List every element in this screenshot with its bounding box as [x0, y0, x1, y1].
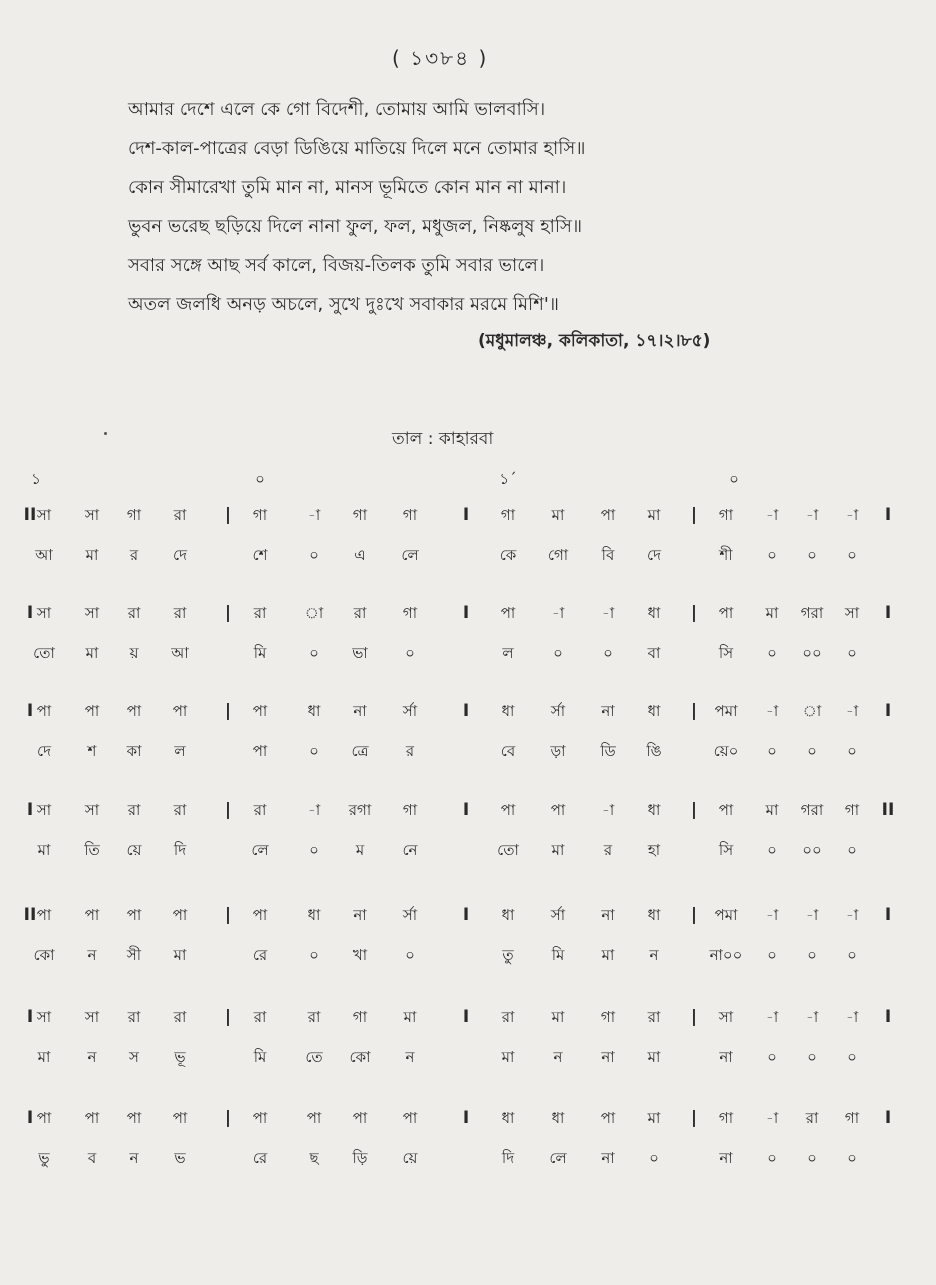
lyric-syllable: কা	[126, 742, 142, 760]
lyric-syllable: ০	[309, 946, 319, 964]
lyric-syllable: ০	[847, 742, 857, 760]
lyric-syllable: আ	[171, 644, 189, 662]
note: ধা	[647, 604, 661, 622]
note: রা	[253, 1008, 267, 1026]
bar-line: I	[26, 603, 34, 623]
note: সা	[36, 801, 52, 819]
bar-line: |	[690, 1108, 698, 1128]
lyric-syllable: রে	[252, 946, 268, 964]
bar-line: |	[224, 505, 232, 525]
bar-line: I	[462, 603, 470, 623]
note: -া	[805, 906, 819, 924]
note: রা	[173, 801, 187, 819]
note: রা	[127, 1008, 141, 1026]
lyric-syllable: মা	[173, 946, 187, 964]
beat-mark: ১´	[499, 470, 517, 488]
lyric-syllable: ০	[405, 644, 415, 662]
lyric-syllable: বা	[647, 644, 661, 662]
note: পা	[36, 702, 52, 720]
note: রা	[253, 801, 267, 819]
note: পা	[252, 906, 268, 924]
lyric-syllable: তে	[305, 1048, 323, 1066]
note: গা	[126, 506, 142, 524]
lyric-syllable: দি	[173, 841, 187, 859]
bar-line: |	[224, 1108, 232, 1128]
lyric-syllable: মা	[85, 546, 99, 564]
note: পা	[172, 702, 188, 720]
lyric-syllable: হা	[647, 841, 661, 859]
note: -া	[765, 702, 779, 720]
bar-line: I	[462, 905, 470, 925]
lyric-syllable: র	[603, 841, 613, 859]
lyric-syllable: ০	[309, 841, 319, 859]
note: গা	[718, 506, 734, 524]
lyric-syllable: য়ে	[402, 1149, 418, 1167]
lyric-syllable: ০	[767, 1048, 777, 1066]
bar-line: I	[462, 701, 470, 721]
bar-line: I	[884, 1108, 892, 1128]
lyric-syllable: গো	[547, 546, 569, 564]
lyric-syllable: য়ে০	[713, 742, 739, 760]
note: ধা	[307, 702, 321, 720]
lyric-syllable: ০	[847, 1149, 857, 1167]
note: -া	[765, 506, 779, 524]
poem-line: আমার দেশে এলে কে গো বিদেশী, তোমায় আমি ভালবাসি।	[128, 99, 546, 120]
note: সা	[84, 1008, 100, 1026]
note: সা	[844, 604, 860, 622]
note: গা	[844, 1109, 860, 1127]
note: পা	[600, 1109, 616, 1127]
note: পমা	[714, 702, 738, 720]
lyric-syllable: ০	[767, 546, 777, 564]
bar-line: |	[690, 603, 698, 623]
note: র্সা	[550, 702, 566, 720]
bar-line: I	[884, 905, 892, 925]
beat-mark: ১	[31, 470, 41, 488]
lyric-syllable: বে	[500, 742, 516, 760]
lyric-syllable: ড়া	[550, 742, 566, 760]
note: সা	[84, 604, 100, 622]
note: পা	[718, 604, 734, 622]
lyric-syllable: না	[601, 1048, 615, 1066]
lyric-syllable: ০	[767, 946, 777, 964]
bar-line: I	[26, 1108, 34, 1128]
note: -া	[307, 506, 321, 524]
note: রা	[501, 1008, 515, 1026]
lyric-syllable: কো	[349, 1048, 371, 1066]
lyric-syllable: শ	[87, 742, 97, 760]
lyric-syllable: ন	[649, 946, 659, 964]
lyric-syllable: শে	[252, 546, 268, 564]
note: ধা	[551, 1109, 565, 1127]
taal-heading: তাল : কাহারবা	[392, 429, 494, 449]
note: -া	[765, 1109, 779, 1127]
bar-line: I	[26, 701, 34, 721]
note: না	[353, 702, 367, 720]
note: পা	[550, 801, 566, 819]
note: পা	[252, 702, 268, 720]
poem-line: অতল জলধি অনড় অচলে, সুখে দুঃখে সবাকার মরমে মিশি'॥	[128, 294, 559, 315]
note: র্সা	[550, 906, 566, 924]
beat-mark: ০	[729, 470, 739, 488]
bar-line: |	[224, 1007, 232, 1027]
lyric-syllable: ০	[807, 742, 817, 760]
lyric-syllable: মা	[37, 841, 51, 859]
bar-line: I	[462, 505, 470, 525]
note: র্সা	[402, 906, 418, 924]
lyric-syllable: ড়ি	[352, 1149, 368, 1167]
lyric-syllable: ০	[847, 946, 857, 964]
note: না	[601, 702, 615, 720]
lyric-syllable: মি	[551, 946, 565, 964]
lyric-syllable: ল	[174, 742, 186, 760]
note: পা	[126, 906, 142, 924]
lyric-syllable: আ	[35, 546, 53, 564]
lyric-syllable: ০	[309, 644, 319, 662]
lyric-syllable: না	[601, 1149, 615, 1167]
note: -া	[845, 506, 859, 524]
lyric-syllable: তি	[84, 841, 100, 859]
poem	[128, 90, 828, 324]
lyric-syllable: ০	[847, 546, 857, 564]
note: গা	[352, 1008, 368, 1026]
lyric-syllable: কে	[499, 546, 517, 564]
lyric-syllable: নে	[402, 841, 418, 859]
bar-line: |	[690, 701, 698, 721]
note: -া	[845, 906, 859, 924]
lyric-syllable: ০০	[802, 841, 822, 859]
lyric-syllable: না	[719, 1149, 733, 1167]
lyric-syllable: খা	[352, 946, 368, 964]
note: না	[601, 906, 615, 924]
poem-line: সবার সঙ্গে আছ সর্ব কালে, বিজয়-তিলক তুমি সবার ভালে।	[128, 255, 545, 276]
lyric-syllable: ০	[807, 1048, 817, 1066]
note: রা	[253, 604, 267, 622]
note: পা	[84, 1109, 100, 1127]
note: মা	[403, 1008, 417, 1026]
note: -া	[601, 604, 615, 622]
lyric-syllable: ল	[502, 644, 514, 662]
note: -া	[307, 801, 321, 819]
note: ধা	[307, 906, 321, 924]
lyric-syllable: ০০	[802, 644, 822, 662]
lyric-syllable: স	[129, 1048, 139, 1066]
lyric-syllable: তো	[497, 841, 519, 859]
bar-line: I	[884, 505, 892, 525]
note: পা	[252, 1109, 268, 1127]
note: -া	[551, 604, 565, 622]
note: সা	[718, 1008, 734, 1026]
note: মা	[647, 506, 661, 524]
lyric-syllable: দি	[501, 1149, 515, 1167]
lyric-syllable: ০	[847, 841, 857, 859]
bar-line: I	[462, 800, 470, 820]
note: া	[304, 604, 324, 622]
bar-line: |	[224, 905, 232, 925]
lyric-syllable: এ	[354, 546, 366, 564]
note: গা	[718, 1109, 734, 1127]
lyric-syllable: ০	[405, 946, 415, 964]
lyric-syllable: বি	[601, 546, 615, 564]
lyric-syllable: মা	[501, 1048, 515, 1066]
bar-line: |	[224, 800, 232, 820]
lyric-syllable: ন	[553, 1048, 563, 1066]
lyric-syllable: ০	[649, 1149, 659, 1167]
note: রা	[805, 1109, 819, 1127]
lyric-syllable: ব	[87, 1149, 97, 1167]
note: গা	[500, 506, 516, 524]
note: গা	[600, 1008, 616, 1026]
note: গা	[252, 506, 268, 524]
lyric-syllable: ০	[309, 742, 319, 760]
bar-line: |	[690, 905, 698, 925]
note: রা	[353, 604, 367, 622]
note: পা	[600, 506, 616, 524]
note: সা	[36, 506, 52, 524]
poem-credit: (মধুমালঞ্চ, কলিকাতা, ১৭।২।৮৫)	[478, 331, 711, 351]
lyric-syllable: ভা	[352, 644, 368, 662]
lyric-syllable: কো	[33, 946, 55, 964]
note: র্সা	[402, 702, 418, 720]
lyric-syllable: ত্রে	[351, 742, 369, 760]
lyric-syllable: দে	[173, 546, 187, 564]
lyric-syllable: মা	[37, 1048, 51, 1066]
bar-line: |	[690, 800, 698, 820]
lyric-syllable: ছ	[309, 1149, 319, 1167]
lyric-syllable: না	[719, 1048, 733, 1066]
note: পা	[500, 604, 516, 622]
note: মা	[551, 506, 565, 524]
bar-line: II	[23, 905, 37, 925]
note: গা	[402, 604, 418, 622]
note: পা	[500, 801, 516, 819]
note: পা	[36, 1109, 52, 1127]
bar-line: I	[884, 1007, 892, 1027]
note: মা	[647, 1109, 661, 1127]
note: পা	[84, 906, 100, 924]
note: রা	[307, 1008, 321, 1026]
note: রা	[647, 1008, 661, 1026]
note: া	[802, 702, 822, 720]
lyric-syllable: য়ে	[126, 841, 142, 859]
bar-line: II	[23, 505, 37, 525]
lyric-syllable: ০	[309, 546, 319, 564]
lyric-syllable: ০	[847, 1048, 857, 1066]
bar-line: I	[26, 800, 34, 820]
note: ধা	[647, 801, 661, 819]
lyric-syllable: ০	[767, 1149, 777, 1167]
lyric-syllable: মা	[85, 644, 99, 662]
bar-line: I	[884, 603, 892, 623]
lyric-syllable: ন	[87, 1048, 97, 1066]
note: -া	[765, 906, 779, 924]
lyric-syllable: ন	[405, 1048, 415, 1066]
lyric-syllable: ০	[807, 946, 817, 964]
note: ধা	[647, 906, 661, 924]
lyric-syllable: তো	[33, 644, 55, 662]
note: -া	[805, 1008, 819, 1026]
note: মা	[551, 1008, 565, 1026]
note: পা	[172, 906, 188, 924]
note: -া	[601, 801, 615, 819]
note: ধা	[501, 702, 515, 720]
note: সা	[36, 1008, 52, 1026]
note: পা	[126, 1109, 142, 1127]
lyric-syllable: শী	[719, 546, 733, 564]
note: সা	[36, 604, 52, 622]
lyric-syllable: ০	[807, 1149, 817, 1167]
note: না	[353, 906, 367, 924]
bar-line: |	[224, 603, 232, 623]
note: গা	[402, 506, 418, 524]
note: মা	[765, 801, 779, 819]
lyric-syllable: সী	[126, 946, 142, 964]
note: গা	[402, 801, 418, 819]
lyric-syllable: মা	[551, 841, 565, 859]
bar-line: |	[690, 1007, 698, 1027]
note: পা	[84, 702, 100, 720]
note: পা	[126, 702, 142, 720]
lyric-syllable: না০০	[709, 946, 743, 964]
note: সা	[84, 801, 100, 819]
lyric-syllable: মা	[647, 1048, 661, 1066]
lyric-syllable: য়	[129, 644, 139, 662]
note: গা	[352, 506, 368, 524]
note: -া	[765, 1008, 779, 1026]
lyric-syllable: তু	[502, 946, 514, 964]
note: মা	[765, 604, 779, 622]
note: গা	[844, 801, 860, 819]
lyric-syllable: পা	[252, 742, 268, 760]
note: -া	[805, 506, 819, 524]
bar-line: |	[224, 701, 232, 721]
lyric-syllable: ০	[807, 546, 817, 564]
lyric-syllable: ন	[87, 946, 97, 964]
poem-line: দেশ-কাল-পাত্রের বেড়া ডিঙিয়ে মাতিয়ে দিলে মনে তোমার হাসি॥	[128, 138, 586, 159]
lyric-syllable: লে	[401, 546, 419, 564]
lyric-syllable: ম	[355, 841, 365, 859]
bar-line: I	[462, 1007, 470, 1027]
lyric-syllable: ডি	[600, 742, 616, 760]
bar-line: |	[690, 505, 698, 525]
lyric-syllable: মি	[253, 644, 267, 662]
note: পা	[36, 906, 52, 924]
note: -া	[845, 1008, 859, 1026]
poem-line: কোন সীমারেখা তুমি মান না, মানস ভূমিতে কোন মান না মানা।	[128, 177, 567, 198]
lyric-syllable: র	[129, 546, 139, 564]
lyric-syllable: ভু	[38, 1149, 50, 1167]
note: রা	[127, 801, 141, 819]
lyric-syllable: লে	[549, 1149, 567, 1167]
lyric-syllable: মা	[601, 946, 615, 964]
lyric-syllable: দে	[37, 742, 51, 760]
lyric-syllable: ০	[847, 644, 857, 662]
poem-line: ভুবন ভরেছ ছড়িয়ে দিলে নানা ফুল, ফল, মধুজল, নিষ্কলুষ হাসি॥	[128, 216, 583, 237]
note: ধা	[647, 702, 661, 720]
lyric-syllable: সি	[718, 644, 734, 662]
lyric-syllable: ০	[767, 742, 777, 760]
lyric-syllable: লে	[251, 841, 269, 859]
note: পা	[352, 1109, 368, 1127]
note: পা	[172, 1109, 188, 1127]
lyric-syllable: মি	[253, 1048, 267, 1066]
note: ধা	[501, 1109, 515, 1127]
ink-dot	[104, 432, 107, 435]
note: রা	[173, 604, 187, 622]
lyric-syllable: ভূ	[174, 1048, 186, 1066]
note: ধা	[501, 906, 515, 924]
note: পমা	[714, 906, 738, 924]
bar-line: I	[884, 701, 892, 721]
beat-mark: ০	[255, 470, 265, 488]
lyric-syllable: রে	[252, 1149, 268, 1167]
lyric-syllable: ০	[553, 644, 563, 662]
bar-line: I	[462, 1108, 470, 1128]
note: গরা	[800, 801, 824, 819]
note: পা	[306, 1109, 322, 1127]
note: রা	[173, 506, 187, 524]
note: রগা	[348, 801, 372, 819]
lyric-syllable: ঙি	[646, 742, 662, 760]
note: গরা	[800, 604, 824, 622]
lyric-syllable: ন	[129, 1149, 139, 1167]
lyric-syllable: দে	[647, 546, 661, 564]
lyric-syllable: ০	[767, 841, 777, 859]
note: -া	[845, 702, 859, 720]
note: পা	[402, 1109, 418, 1127]
lyric-syllable: ভ	[174, 1149, 186, 1167]
note: পা	[718, 801, 734, 819]
lyric-syllable: ০	[767, 644, 777, 662]
page-number: ( ১৩৮৪ )	[392, 46, 489, 70]
bar-line: II	[881, 800, 895, 820]
note: সা	[84, 506, 100, 524]
lyric-syllable: সি	[718, 841, 734, 859]
note: রা	[127, 604, 141, 622]
lyric-syllable: ০	[603, 644, 613, 662]
bar-line: I	[26, 1007, 34, 1027]
note: রা	[173, 1008, 187, 1026]
lyric-syllable: র	[405, 742, 415, 760]
